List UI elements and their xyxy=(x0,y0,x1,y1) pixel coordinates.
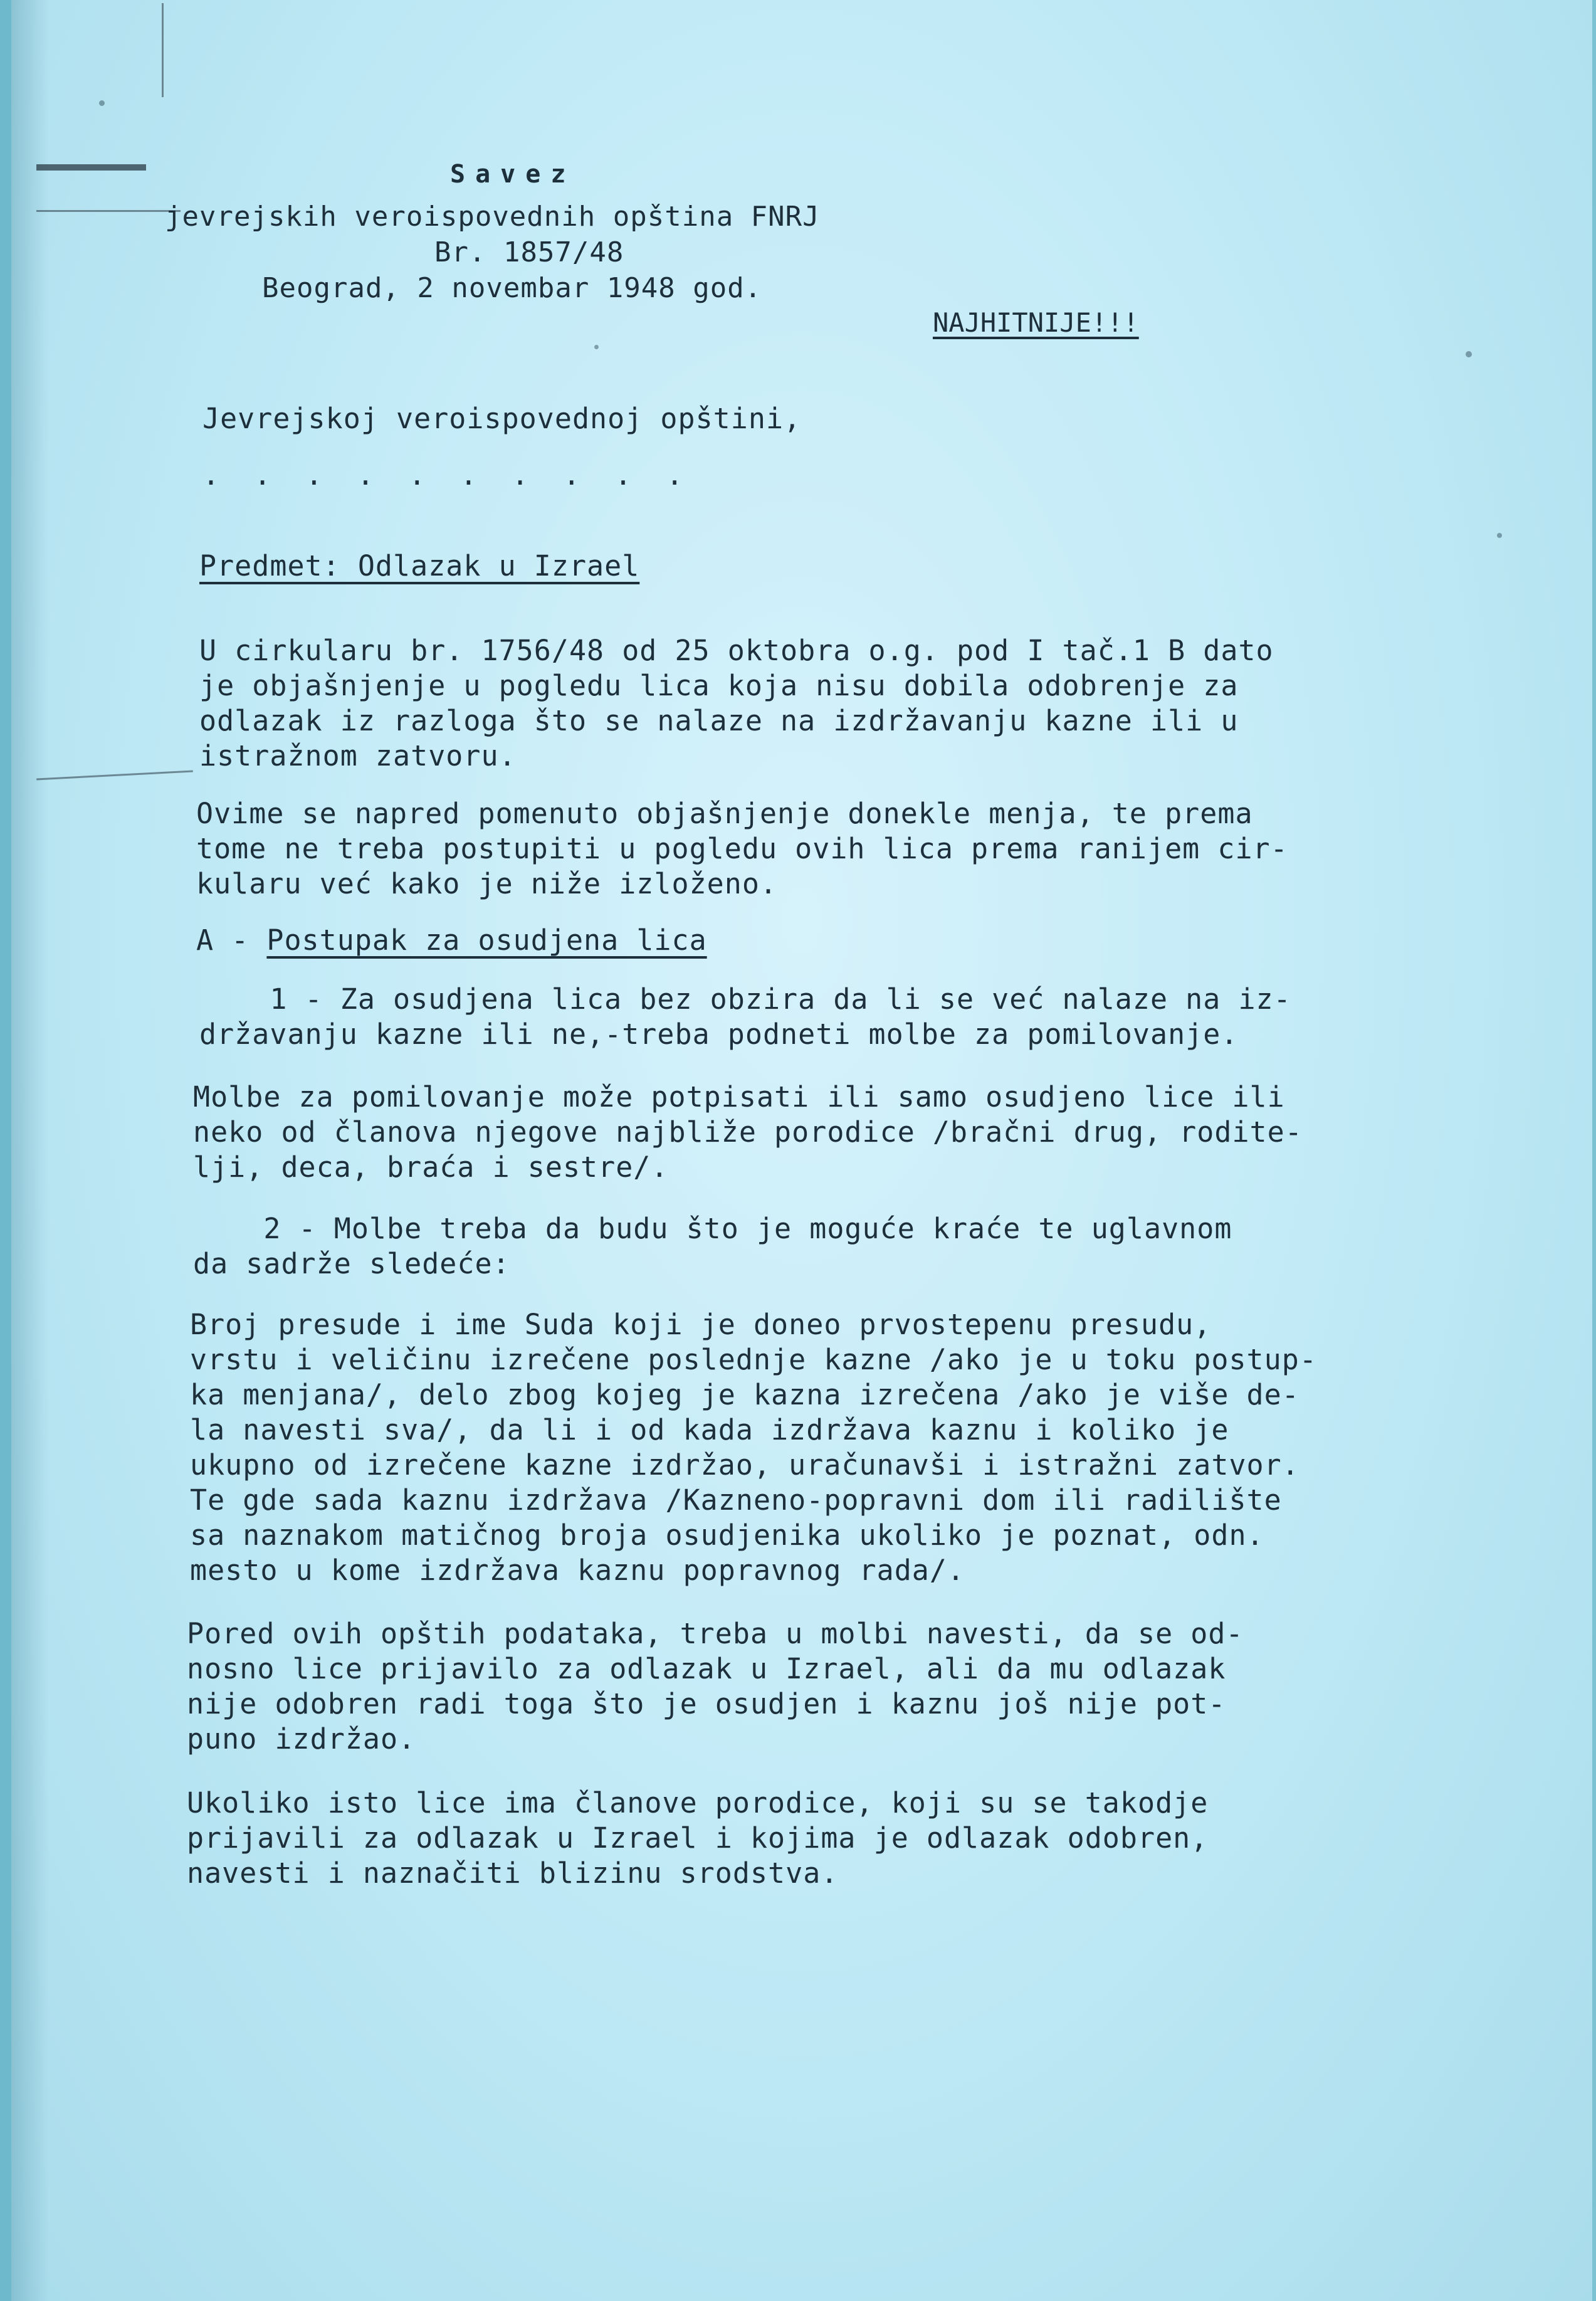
body-line: lji, deca, braća i sestre/. xyxy=(193,1150,669,1184)
body-line: Ovime se napred pomenuto objašnjenje donekle menja, te prema xyxy=(196,797,1253,830)
body-line: prijavili za odlazak u Izrael i kojima je odlazak odobren, xyxy=(187,1821,1209,1855)
body-line: je objašnjenje u pogledu lica koja nisu dobila odobrenje za xyxy=(199,669,1239,702)
body-line: odlazak iz razloga što se nalaze na izdržavanju kazne ili u xyxy=(199,704,1239,737)
body-line: navesti i naznačiti blizinu srodstva. xyxy=(187,1856,839,1890)
scan-speck xyxy=(594,345,599,349)
body-line: tome ne treba postupiti u pogledu ovih lica prema ranijem cir- xyxy=(196,832,1288,865)
body-line: Molbe za pomilovanje može potpisati ili samo osudjeno lice ili xyxy=(193,1080,1285,1114)
scan-mark xyxy=(36,164,146,171)
subject-line: Predmet: Odlazak u Izrael xyxy=(199,549,640,582)
body-line: istražnom zatvoru. xyxy=(199,739,517,772)
body-line: nosno lice prijavilo za odlazak u Izrael, ali da mu odlazak xyxy=(187,1652,1226,1685)
body-line: ukupno od izrečene kazne izdržao, uračunavši i istražni zatvor. xyxy=(190,1448,1299,1482)
section-a-heading xyxy=(196,923,707,958)
scan-speck xyxy=(1497,533,1502,538)
recipient-dots: . . . . . . . . . . xyxy=(202,458,692,492)
body-line: kularu već kako je niže izloženo. xyxy=(196,867,778,900)
scan-mark xyxy=(36,210,181,212)
body-line: neko od članova njegove najbliže porodice /bračni drug, rodite- xyxy=(193,1115,1303,1149)
scan-mark xyxy=(162,3,164,97)
header-organization: jevrejskih veroispovednih opština FNRJ xyxy=(165,201,820,233)
body-line: 1 - Za osudjena lica bez obzira da li se već nalaze na iz- xyxy=(199,982,1291,1016)
body-line: vrstu i veličinu izrečene poslednje kazne /ako je u toku postup- xyxy=(190,1343,1317,1376)
body-line: državanju kazne ili ne,-treba podneti molbe za pomilovanje. xyxy=(199,1018,1239,1051)
body-line: Ukoliko isto lice ima članove porodice, koji su se takodje xyxy=(187,1786,1209,1819)
body-line: U cirkularu br. 1756/48 od 25 oktobra o.g. pod I tač.1 B dato xyxy=(199,634,1274,667)
body-line: 2 - Molbe treba da budu što je moguće kraće te uglavnom xyxy=(193,1212,1232,1245)
body-line: Te gde sada kaznu izdržava /Kazneno-popravni dom ili radilište xyxy=(190,1483,1282,1517)
scan-speck xyxy=(99,100,105,106)
header-title: Savez xyxy=(450,160,576,189)
scan-mark xyxy=(36,770,193,780)
body-line: mesto u kome izdržava kaznu popravnog rada/. xyxy=(190,1554,965,1587)
body-line: puno izdržao. xyxy=(187,1722,416,1756)
body-line: Pored ovih opštih podataka, treba u molbi navesti, da se od- xyxy=(187,1617,1244,1650)
urgency-label: NAJHITNIJE!!! xyxy=(933,307,1139,338)
body-line: da sadrže sledeće: xyxy=(193,1247,510,1280)
body-line: ka menjana/, delo zbog kojeg je kazna izrečena /ako je više de- xyxy=(190,1378,1299,1411)
page-edge-shadow xyxy=(11,0,49,2301)
header-place-date: Beograd, 2 novembar 1948 god. xyxy=(262,272,762,304)
scan-speck xyxy=(1466,351,1472,357)
body-line: la navesti sva/, da li i od kada izdržava kaznu i koliko je xyxy=(190,1413,1229,1446)
section-a-prefix: A - xyxy=(196,924,267,957)
body-line: sa naznakom matičnog broja osudjenika ukoliko je poznat, odn. xyxy=(190,1519,1264,1552)
header-number: Br. 1857/48 xyxy=(434,236,624,268)
body-line: nije odobren radi toga što je osudjen i kaznu još nije pot- xyxy=(187,1687,1226,1720)
body-line: Broj presude i ime Suda koji je doneo prvostepenu presudu, xyxy=(190,1308,1212,1341)
section-a-title: Postupak za osudjena lica xyxy=(266,924,707,957)
recipient-line: Jevrejskoj veroispovednoj opštini, xyxy=(202,402,802,435)
